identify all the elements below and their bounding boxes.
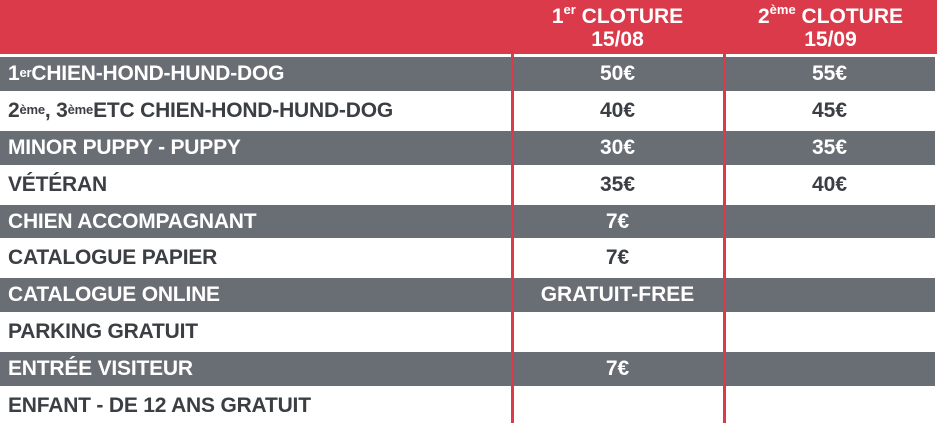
- table-rows: [0, 54, 935, 423]
- row-price-closure-2: 45€: [811, 98, 848, 122]
- row-price-closure-1: 35€: [599, 172, 636, 196]
- header-closure-1-date: 15/08: [591, 28, 644, 51]
- row-price-closure-1: 30€: [599, 135, 636, 159]
- column-divider-2: [723, 54, 726, 423]
- row-price-closure-2: [724, 315, 935, 349]
- header-closure-2-date: 15/09: [804, 28, 857, 51]
- header-label-spacer: [0, 0, 511, 54]
- table-row: [0, 312, 935, 349]
- row-price-closure-2: 35€: [811, 135, 848, 159]
- row-price-closure-1: 7€: [605, 246, 630, 270]
- table-row: [0, 386, 935, 423]
- table-row: [0, 54, 935, 91]
- row-label: MINOR PUPPY - PUPPY: [8, 135, 241, 159]
- row-label: 2 $^{ème}$ , 3 $^{ème}$ ETC CHIEN-HOND-HUND-DOG: [8, 98, 393, 122]
- row-label: ENFANT - DE 12 ANS GRATUIT: [8, 393, 311, 417]
- table-row: [0, 275, 935, 312]
- column-divider-1: [511, 54, 514, 423]
- row-price-closure-2: [724, 205, 935, 239]
- table-header: [0, 0, 937, 54]
- row-label: CHIEN ACCOMPAGNANT: [8, 209, 257, 233]
- row-price-closure-2: 55€: [811, 61, 848, 85]
- table-row: [0, 349, 935, 386]
- table-row: [0, 202, 935, 239]
- row-label: CATALOGUE PAPIER: [8, 246, 218, 270]
- table-row: [0, 165, 935, 202]
- row-price-closure-1: GRATUIT-FREE: [540, 283, 695, 307]
- table-row: [0, 128, 935, 165]
- row-price-closure-1: [511, 315, 724, 349]
- header-closure-1: [511, 0, 724, 54]
- row-label: 1 $^{er}$ CHIEN-HOND-HUND-DOG: [8, 61, 285, 85]
- row-label: PARKING GRATUIT: [8, 320, 198, 344]
- row-price-closure-2: 40€: [811, 172, 848, 196]
- header-closure-2-title: 2ème CLOTURE: [757, 2, 904, 28]
- row-label: CATALOGUE ONLINE: [8, 283, 220, 307]
- table-row: [0, 91, 935, 128]
- row-price-closure-1: [511, 389, 724, 423]
- row-label: VÉTÉRAN: [8, 172, 107, 196]
- row-price-closure-1: 40€: [599, 98, 636, 122]
- row-price-closure-2: [724, 352, 935, 386]
- row-label: ENTRÉE VISITEUR: [8, 357, 193, 381]
- row-price-closure-1: 7€: [605, 357, 630, 381]
- row-price-closure-2: [724, 278, 935, 312]
- header-closure-2: [724, 0, 937, 54]
- row-price-closure-2: [724, 241, 935, 275]
- header-closure-1-title: 1er CLOTURE: [551, 2, 684, 28]
- row-price-closure-1: 7€: [605, 209, 630, 233]
- row-price-closure-2: [724, 389, 935, 423]
- row-price-closure-1: 50€: [599, 61, 636, 85]
- table-row: [0, 238, 935, 275]
